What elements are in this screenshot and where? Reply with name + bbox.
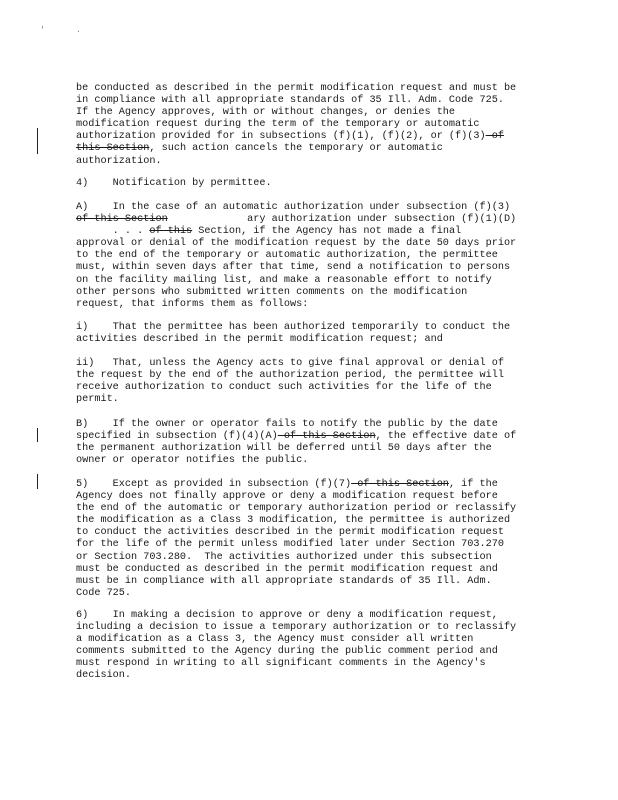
text-segment: ary authorization under subsection (f)(1)(D) <box>167 214 517 226</box>
section-heading <box>76 178 546 190</box>
text-segment: the end of the automatic or temporary authorization period or reclassify <box>76 503 517 515</box>
struck-text: this Section <box>76 143 150 155</box>
text-line <box>76 455 546 467</box>
text-line <box>76 503 546 515</box>
text-segment: request, that informs them as follows: <box>76 298 309 310</box>
text-segment: Section, if the Agency has not made a final <box>192 226 462 238</box>
text-line <box>76 119 546 131</box>
text-line <box>76 178 546 190</box>
text-line <box>76 634 546 646</box>
text-segment: . . . <box>76 226 150 238</box>
text-line <box>76 658 546 670</box>
scan-speck: . <box>76 26 81 35</box>
text-segment: for the life of the permit unless modified later under Section 703.270 <box>76 539 504 551</box>
text-segment: permit. <box>76 394 119 406</box>
paragraph-b <box>76 419 546 467</box>
text-line <box>76 610 546 622</box>
paragraph-ii <box>76 358 546 406</box>
text-line <box>76 238 546 250</box>
text-line <box>76 202 546 214</box>
text-segment: other persons who submitted written comments on the modification <box>76 286 468 298</box>
text-line <box>76 214 546 226</box>
text-line <box>76 552 546 564</box>
text-segment: ii) That, unless the Agency acts to give final approval or denial of <box>76 358 504 369</box>
revision-bar <box>37 128 38 154</box>
text-segment: specified in subsection (f)(4)(A) <box>76 431 278 443</box>
text-line <box>76 299 546 311</box>
text-segment: A) In the case of an automatic authorization under subsection (f)(3) <box>76 202 511 213</box>
text-segment: B) If the owner or operator fails to notify the public by the date <box>76 419 498 430</box>
struck-text: of this Section <box>351 479 449 490</box>
text-segment: be conducted as described in the permit modification request and must be <box>76 83 517 94</box>
paragraph-i <box>76 322 546 346</box>
text-line <box>76 576 546 588</box>
struck-text: of this Section <box>277 431 376 443</box>
text-segment: comments submitted to the Agency during the public comment period and <box>76 646 498 658</box>
text-segment: modification request during the term of the temporary or automatic <box>76 119 480 131</box>
struck-text: of <box>485 131 504 143</box>
text-segment: including a decision to issue a temporary authorization or to reclassify <box>76 622 517 634</box>
text-segment: If the Agency approves, with or without changes, or denies the <box>76 107 456 119</box>
text-line <box>76 95 546 107</box>
text-line <box>76 646 546 658</box>
text-line <box>76 443 546 455</box>
text-line <box>76 275 546 287</box>
text-segment: on the facility mailing list, and make a reasonable effort to notify <box>76 274 492 286</box>
text-line <box>76 262 546 274</box>
paragraph-6 <box>76 610 546 683</box>
text-segment: authorization. <box>76 155 162 167</box>
text-line <box>76 358 546 370</box>
text-line <box>76 334 546 346</box>
text-segment: , such action cancels the temporary or automatic <box>149 143 443 155</box>
text-line <box>76 527 546 539</box>
text-line <box>76 287 546 299</box>
text-segment: to conduct the activities described in the permit modification request <box>76 527 504 539</box>
text-segment: must, within seven days after that time, send a notification to persons <box>76 262 511 274</box>
text-segment: i) That the permittee has been authorized temporarily to conduct the <box>76 322 511 333</box>
scan-speck: ' <box>40 26 45 35</box>
text-line <box>76 588 546 600</box>
text-line <box>76 491 546 503</box>
text-segment: owner or operator notifies the public. <box>76 455 309 467</box>
struck-text: of this <box>149 226 193 238</box>
text-segment: receive authorization to conduct such activities for the life of the <box>76 382 492 394</box>
text-segment: authorization provided for in subsections (f)(1), (f)(2), or (f)(3) <box>76 131 486 143</box>
text-segment: must respond in writing to all significant comments in the Agency's <box>76 658 486 670</box>
text-line <box>76 322 546 334</box>
text-line <box>76 394 546 406</box>
text-segment: , the effective date of <box>375 431 517 443</box>
text-segment: activities described in the permit modification request; and <box>76 334 443 346</box>
text-segment: , if the <box>448 479 498 490</box>
text-line <box>76 83 546 95</box>
text-segment: decision. <box>76 670 132 682</box>
paragraph-a <box>76 202 546 311</box>
text-line <box>76 370 546 382</box>
revision-bar <box>37 428 38 442</box>
text-segment: Agency does not finally approve or deny a modification request before <box>76 491 498 503</box>
text-line <box>76 131 546 143</box>
text-line <box>76 431 546 443</box>
text-line <box>76 226 546 238</box>
text-line <box>76 107 546 119</box>
text-line <box>76 515 546 527</box>
text-line <box>76 564 546 576</box>
struck-text: of this Section <box>76 214 168 226</box>
text-segment: the request by the end of the authorization period, the permittee will <box>76 370 504 382</box>
paragraph-5 <box>76 479 546 600</box>
text-segment: the permanent authorization will be deferred until 50 days after the <box>76 443 492 455</box>
text-segment: Code 725. <box>76 587 132 599</box>
text-segment: must be conducted as described in the permit modification request and <box>76 563 498 575</box>
paragraph-intro <box>76 83 546 168</box>
text-line <box>76 382 546 394</box>
text-segment: the modification as a Class 3 modification, the permittee is authorized <box>76 515 511 527</box>
text-segment: approval or denial of the modification request by the date 50 days prior <box>76 238 517 250</box>
revision-bar <box>37 474 38 489</box>
text-line <box>76 250 546 262</box>
text-line <box>76 539 546 551</box>
text-segment: 6) In making a decision to approve or deny a modification request, <box>76 610 498 621</box>
text-segment: in compliance with all appropriate standards of 35 Ill. Adm. Code 725. <box>76 95 504 107</box>
text-line <box>76 622 546 634</box>
text-segment: 4) Notification by permittee. <box>76 178 272 189</box>
text-segment: 5) Except as provided in subsection (f)(7) <box>76 479 352 490</box>
text-segment: or Section 703.280. The activities authorized under this subsection <box>76 551 492 563</box>
text-segment: a modification as a Class 3, the Agency must consider all written <box>76 634 474 646</box>
text-segment: must be in compliance with all appropriate standards of 35 Ill. Adm. <box>76 575 492 587</box>
text-segment: to the end of the temporary or automatic authorization, the permittee <box>76 250 498 262</box>
text-line <box>76 479 546 491</box>
text-line <box>76 143 546 155</box>
text-line <box>76 419 546 431</box>
text-line <box>76 156 546 168</box>
text-line <box>76 670 546 682</box>
